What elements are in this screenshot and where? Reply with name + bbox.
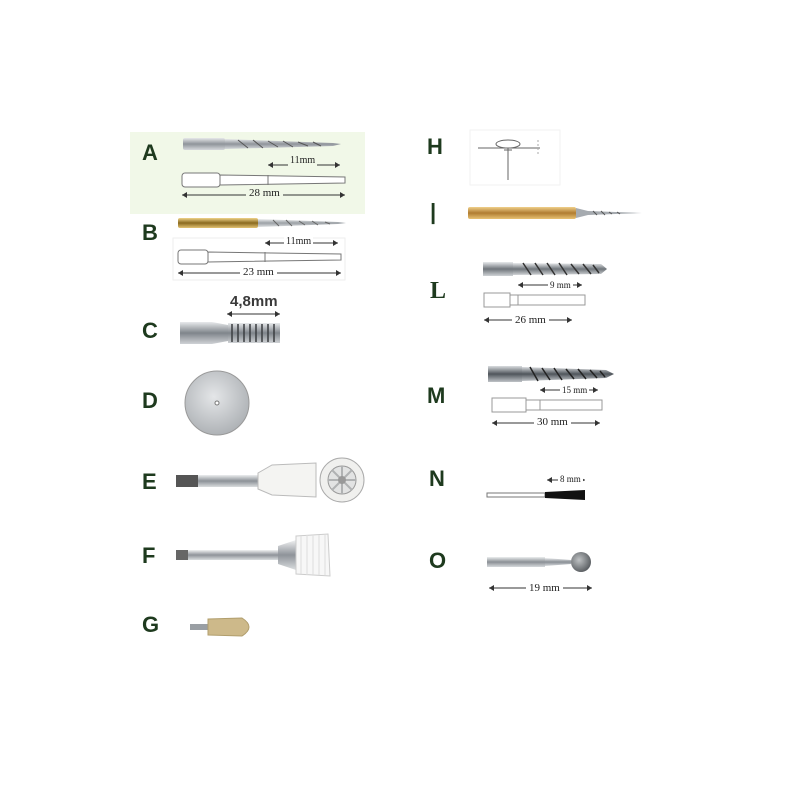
label-i: | <box>430 199 437 224</box>
label-m: M <box>427 383 446 408</box>
instrument-m-photo <box>488 362 616 386</box>
dimension-l-tip: 9 mm <box>550 280 571 290</box>
label-g: G <box>142 612 160 637</box>
instrument-i-needle <box>468 203 646 223</box>
dimension-b-total: 23 mm <box>240 266 277 278</box>
label-o: O <box>429 548 447 573</box>
instrument-e-prophy-cup <box>176 455 376 505</box>
label-n: N <box>429 466 445 491</box>
instrument-f-brush <box>176 530 336 580</box>
instrument-d-disc <box>184 370 250 436</box>
instrument-l-photo <box>483 258 608 280</box>
instrument-c-photo <box>180 310 290 350</box>
label-l: L <box>430 278 447 304</box>
dimension-c-width: 4,8mm <box>230 293 278 310</box>
label-d: D <box>142 388 158 413</box>
dimension-b-tip: 11mm <box>286 236 312 247</box>
label-b: B <box>142 220 158 245</box>
dimension-m-tip: 15 mm <box>562 385 588 395</box>
dimension-a-total: 28 mm <box>246 187 283 199</box>
dimension-n-tip: 8 mm <box>560 474 581 484</box>
label-f: F <box>142 543 156 568</box>
label-a: A <box>142 140 158 165</box>
instrument-b-photo <box>178 215 348 231</box>
label-h: H <box>427 134 443 159</box>
dimension-l-total: 26 mm <box>512 314 549 326</box>
label-e: E <box>142 469 157 494</box>
instrument-h-mandrel <box>470 130 560 185</box>
dimension-m-total: 30 mm <box>534 416 571 428</box>
instrument-g-abrasive-point <box>190 615 260 639</box>
label-c: C <box>142 318 158 343</box>
dimension-o-total: 19 mm <box>526 582 563 594</box>
instrument-a-diagram <box>180 165 350 205</box>
dimension-a-tip: 11mm <box>290 155 316 166</box>
instrument-a-photo <box>183 134 343 156</box>
